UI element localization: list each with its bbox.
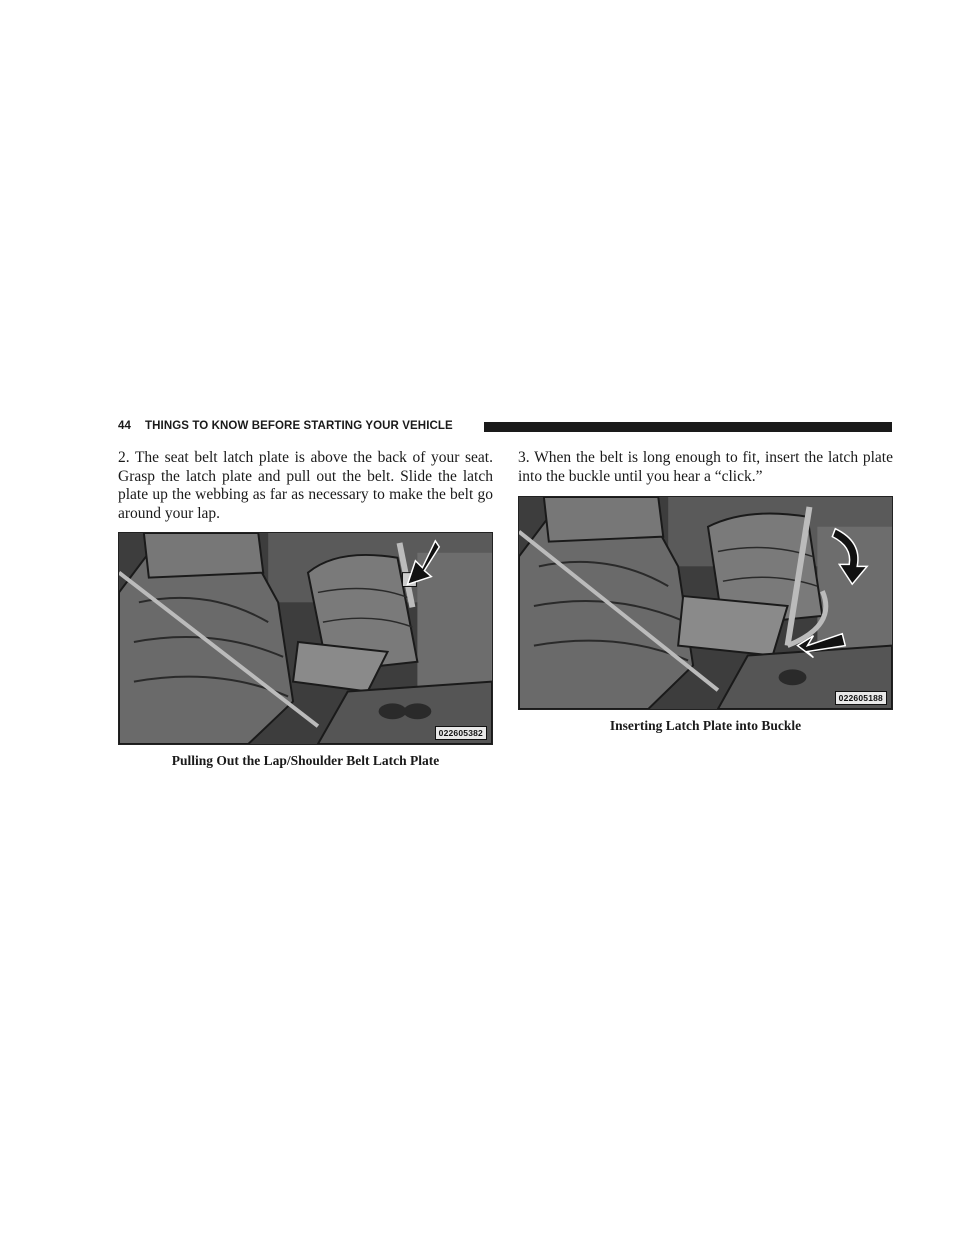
header-rule bbox=[484, 422, 892, 432]
instruction-step-3: 3. When the belt is long enough to fit, insert the latch plate into the buckle until you hear a “click.” bbox=[518, 449, 893, 485]
seat-illustration bbox=[519, 497, 892, 709]
left-column bbox=[118, 449, 493, 769]
figure-caption: Inserting Latch Plate into Buckle bbox=[609, 718, 802, 733]
page-header bbox=[118, 419, 892, 435]
page-number: 44 bbox=[118, 420, 131, 432]
figure-caption: Pulling Out the Lap/Shoulder Belt Latch Plate bbox=[171, 753, 440, 768]
section-title: THINGS TO KNOW BEFORE STARTING YOUR VEHICLE bbox=[145, 420, 453, 432]
figure-code: 022605188 bbox=[835, 691, 887, 705]
seat-illustration bbox=[119, 533, 492, 744]
figure-code: 022605382 bbox=[435, 726, 487, 740]
seat-belt-figure-inserting bbox=[518, 496, 893, 710]
right-column bbox=[518, 449, 893, 734]
seat-belt-figure-pulling bbox=[118, 532, 493, 745]
instruction-step-2: 2. The seat belt latch plate is above the back of your seat. Grasp the latch plate and pull out the belt. Slide the latch plate up the webbing as far as necessary to make the belt go around your lap. bbox=[118, 449, 493, 522]
